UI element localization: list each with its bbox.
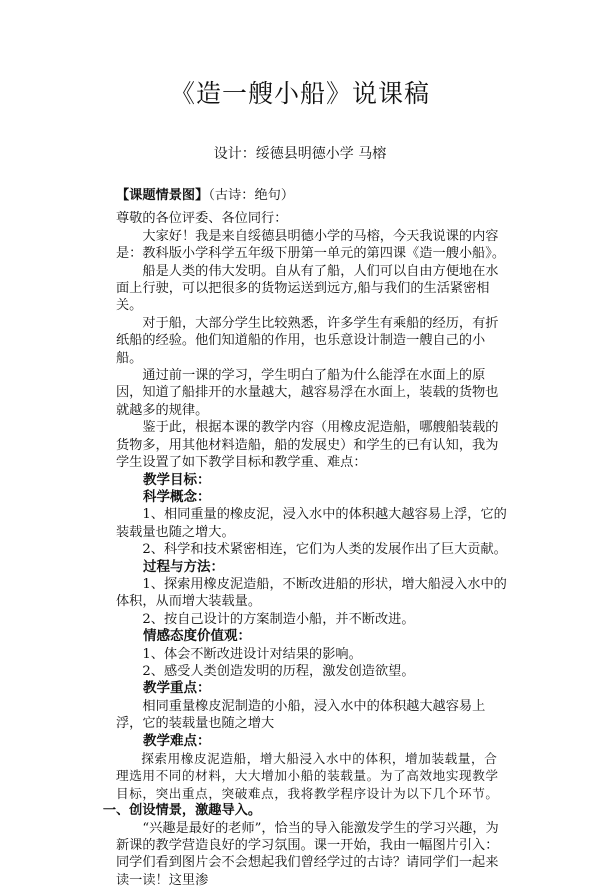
- document-body: [102, 187, 508, 889]
- ship-paragraph: 船是人类的伟大发明。自从有了船，人们可以自由方便地在水面上行驶，可以把很多的货物运送到远方,船与我们的生活紧密相关。: [116, 263, 499, 314]
- basis-paragraph: 鉴于此，根据本课的教学内容（用橡皮泥造船，哪艘船装载的货物多，用其他材料造船，船的发展史）和学生的已有认知，我为学生设置了如下教学目标和教学重、难点：: [116, 420, 499, 471]
- science-item-1: 1、相同重量的橡皮泥，浸入水中的体积越大越容易上浮，它的装载量也随之增大。: [116, 507, 507, 540]
- section-1-text: “兴趣是最好的老师”，恰当的导入能激发学生的学习兴趣，为新课的教学营造良好的学习氛围。课一开始，我由一幅图片引入：同学们看到图片会不会想起我们曾经学过的古诗？请同学们一起来读一读！这里渗: [116, 820, 499, 888]
- author-line: 设计：绥德县明德小学 马榕: [213, 146, 387, 162]
- difficulty-heading: 教学难点：: [143, 732, 211, 749]
- key-point-text: 相同重量橡皮泥制造的小船，浸入水中的体积越大越容易上浮，它的装载量也随之增大: [116, 698, 486, 732]
- difficulty-text: 探索用橡皮泥造船，增大船浸入水中的体积，增加装载量，合理选用不同的材料，大大增加小船的装载量。为了高效地实现教学目标，突出重点，突破难点，我将教学程序设计为以下几个环节。: [116, 751, 499, 801]
- attitude-item-1: 1、体会不断改进设计对结果的影响。: [142, 646, 362, 662]
- students-paragraph: 对于船，大部分学生比较熟悉，许多学生有乘船的经历，有折纸船的经验。他们知道船的作用，也乐意设计制造一艘自己的小船。: [116, 315, 499, 366]
- key-point-heading: 教学重点：: [143, 680, 211, 697]
- attitude-heading: 情感态度价值观：: [143, 628, 251, 645]
- process-heading: 过程与方法：: [143, 558, 224, 575]
- document-title: 《造一艘小船》说课稿: [169, 79, 430, 108]
- science-item-2: 2、科学和技术紧密相连，它们为人类的发展作出了巨大贡献。: [142, 542, 507, 558]
- banner-note: （古诗：绝句）: [208, 188, 295, 203]
- previous-lesson-paragraph: 通过前一课的学习，学生明白了船为什么能浮在水面上的原因，知道了船排开的水量越大，越容易浮在水面上，装载的货物也就越多的规律。: [116, 368, 499, 418]
- greeting: 尊敬的各位评委、各位同行：: [116, 211, 288, 227]
- banner-label: 【课题情景图】: [116, 188, 209, 203]
- attitude-item-2: 2、感受人类创造发明的历程，激发创造欲望。: [142, 663, 415, 679]
- process-item-2: 2、按自己设计的方案制造小船，并不断改进。: [142, 611, 415, 627]
- topic-banner: [116, 187, 508, 204]
- goals-heading: 教学目标：: [143, 471, 211, 488]
- section-1-heading: 一、创设情景，激趣导入。: [102, 803, 262, 819]
- intro-paragraph: 大家好！我是来自绥德县明德小学的马榕，今天我说课的内容是：教科版小学科学五年级下册第一单元的第四课《造一艘小船》。: [116, 228, 506, 262]
- science-heading: 科学概念：: [143, 488, 211, 505]
- process-item-1: 1、探索用橡皮泥造船，不断改进船的形状，增大船浸入水中的体积，从而增大装载量。: [116, 576, 507, 610]
